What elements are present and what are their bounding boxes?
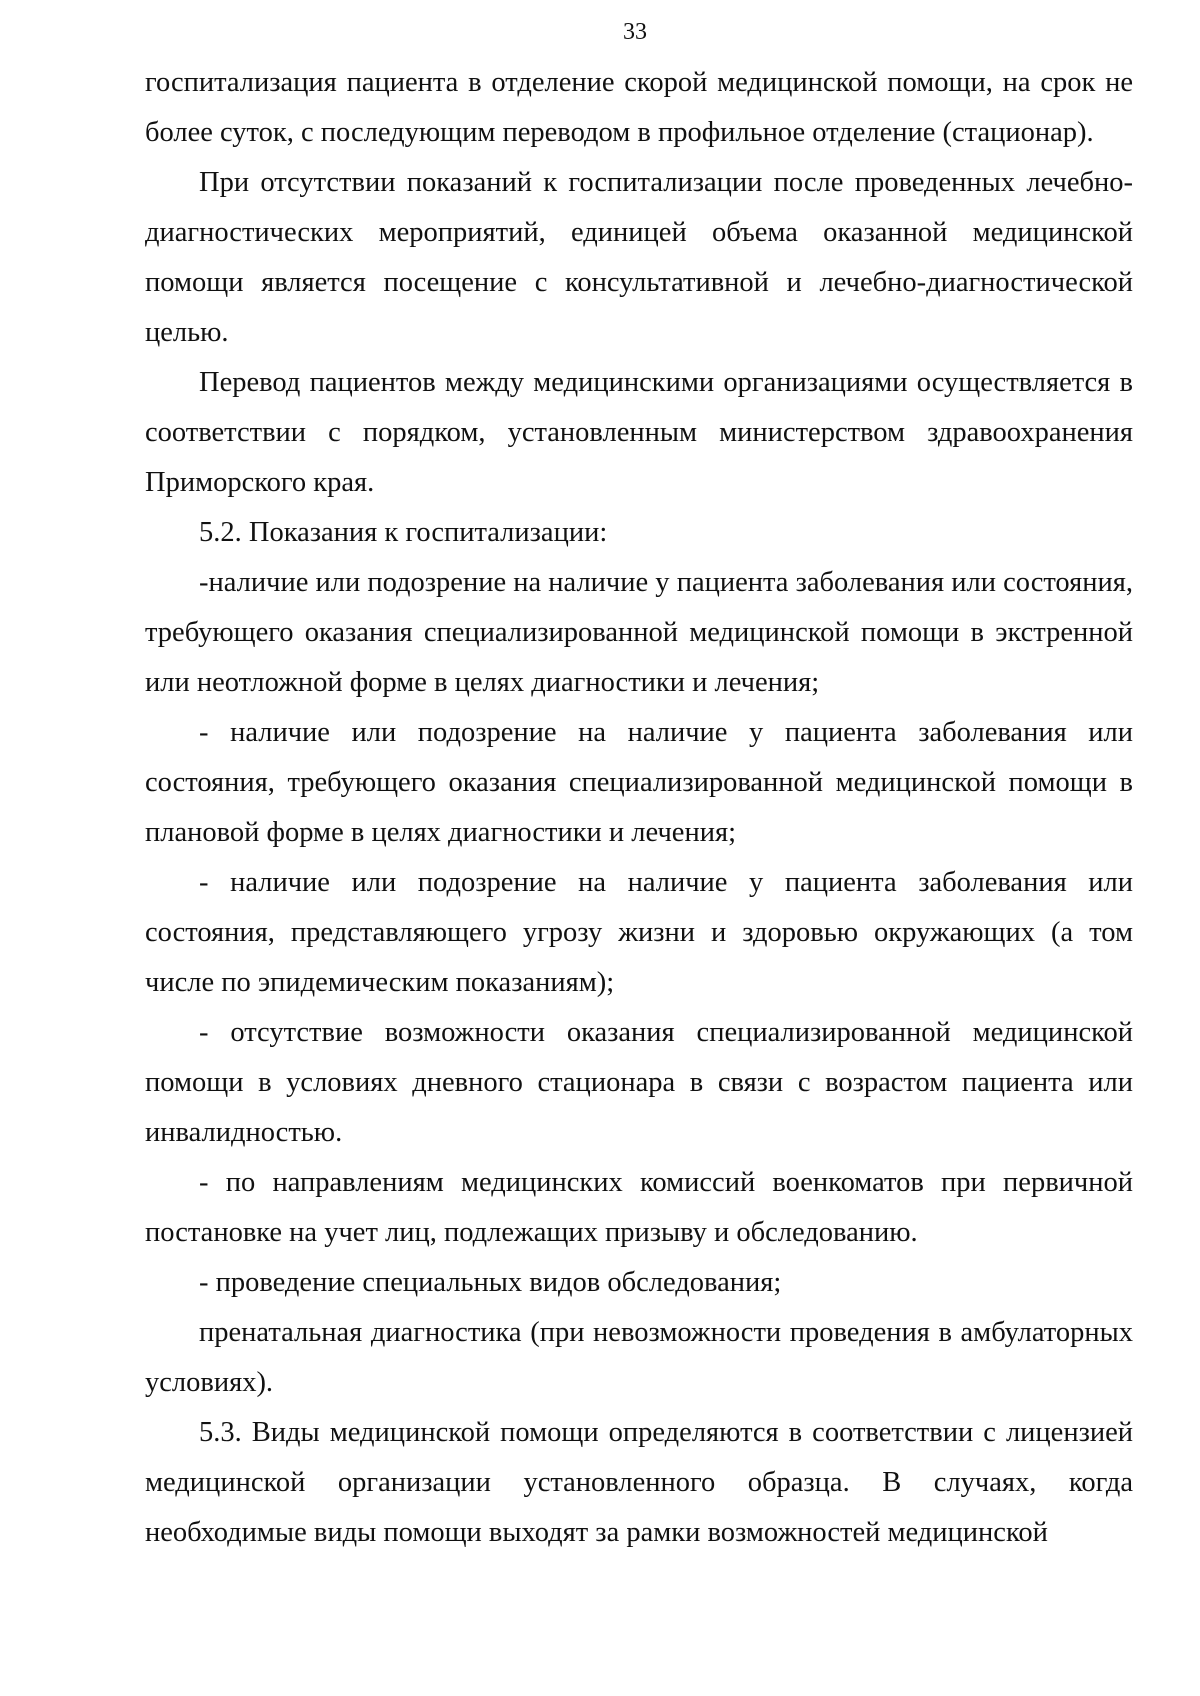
page-number: 33 bbox=[623, 19, 647, 45]
paragraph-hospitalization-continuation: госпитализация пациента в отделение скорой медицинской помощи, на срок не более суток, с последующим переводом в профильное отделение (стационар). bbox=[145, 67, 1133, 148]
list-item-threat-to-others: - наличие или подозрение на наличие у пациента заболевания или состояния, представляющего угрозу жизни и здоровью окружающих (а том числе по эпидемическим показаниям); bbox=[145, 867, 1133, 998]
paragraph-no-indications: При отсутствии показаний к госпитализации после проведенных лечебно-диагностических мероприятий, единицей объема оказанной медицинской помощи является посещение с консультативной и лечебно-диагностической целью. bbox=[145, 167, 1133, 348]
section-heading-5-2: 5.2. Показания к госпитализации: bbox=[199, 517, 608, 548]
list-item-emergency-care: -наличие или подозрение на наличие у пациента заболевания или состояния, требующего оказания специализированной медицинской помощи в экстренной или неотложной форме в целях диагностики и лечения; bbox=[145, 567, 1133, 698]
document-body bbox=[145, 58, 1133, 1558]
list-item-special-examination: - проведение специальных видов обследования; bbox=[199, 1267, 782, 1298]
list-item-military-commission: - по направлениям медицинских комиссий военкоматов при первичной постановке на учет лиц, подлежащих призыву и обследованию. bbox=[145, 1167, 1133, 1248]
paragraph-patient-transfer: Перевод пациентов между медицинскими организациями осуществляется в соответствии с порядком, установленным министерством здравоохранения Приморского края. bbox=[145, 367, 1133, 498]
list-item-planned-care: - наличие или подозрение на наличие у пациента заболевания или состояния, требующего оказания специализированной медицинской помощи в плановой форме в целях диагностики и лечения; bbox=[145, 717, 1133, 848]
list-item-no-day-hospital: - отсутствие возможности оказания специализированной медицинской помощи в условиях дневного стационара в связи с возрастом пациента или инвалидностью. bbox=[145, 1017, 1133, 1148]
section-paragraph-5-3: 5.3. Виды медицинской помощи определяются в соответствии с лицензией медицинской организации установленного образца. В случаях, когда необходимые виды помощи выходят за рамки возможностей медицинской bbox=[145, 1417, 1133, 1548]
list-item-prenatal-diagnostics: пренатальная диагностика (при невозможности проведения в амбулаторных условиях). bbox=[145, 1317, 1133, 1398]
